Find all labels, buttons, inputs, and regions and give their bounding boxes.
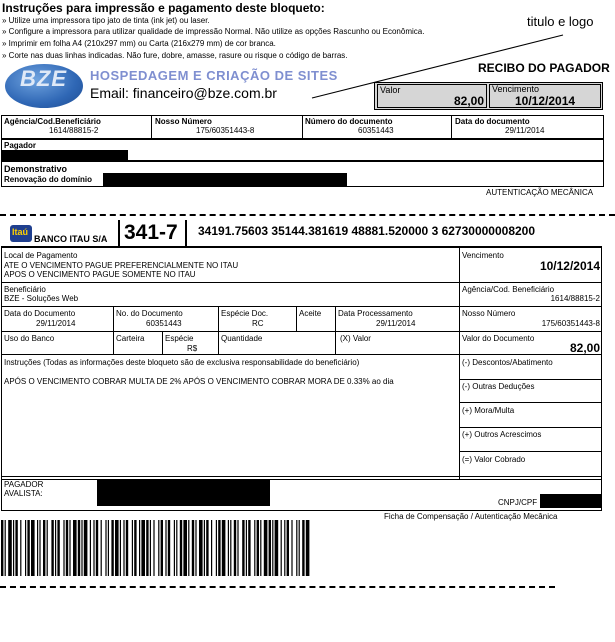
instruction-line: » Utilize uma impressora tipo jato de tinta (ink jet) ou laser. [2, 16, 210, 25]
slip-pagador-label: PAGADOR [4, 480, 44, 489]
barcode-bar [272, 520, 273, 576]
barcode-bar [204, 520, 205, 576]
no-documento-label: No. do Documento [116, 309, 183, 318]
especie-doc-value: RC [252, 319, 264, 328]
barcode-bar [84, 520, 88, 576]
barcode-bar [269, 520, 271, 576]
barcode-bar [216, 520, 217, 576]
barcode-bar [299, 520, 300, 576]
barcode-bar [188, 520, 189, 576]
barcode-bar [296, 520, 297, 576]
valor-value: 82,00 [453, 94, 484, 108]
barcode-bar [139, 520, 140, 576]
barcode-bar [287, 520, 289, 576]
barcode-bar [275, 520, 279, 576]
logo-subtitle: HOSPEDAGEM E CRIAÇÃO DE SITES [90, 68, 338, 83]
x-valor-label: (X) Valor [340, 334, 371, 343]
slip-nosso-numero-label: Nosso Número [462, 309, 516, 318]
cnpj-label: CNPJ/CPF [498, 498, 538, 507]
cut-line [0, 214, 615, 216]
bank-code: 341-7 [124, 221, 178, 244]
barcode-bar [237, 520, 238, 576]
barcode-bar [257, 520, 259, 576]
local-pagamento-label: Local de Pagamento [4, 251, 78, 260]
barcode-bar [222, 520, 226, 576]
barcode-bar [183, 520, 187, 576]
slip-nosso-numero-value: 175/60351443-8 [541, 319, 600, 328]
barcode-bar [57, 520, 59, 576]
demonstrativo-label: Demonstrativo [4, 164, 68, 174]
barcode-bar [165, 520, 166, 576]
barcode-bar [69, 520, 70, 576]
especie-doc-label: Espécie Doc. [221, 309, 269, 318]
barcode-bar [1, 520, 3, 576]
barcode-bar [195, 520, 196, 576]
barcode-bar [115, 520, 119, 576]
instruction-line: » Configure a impressora para utilizar qualidade de impressão Normal. Não utilize as opções Rascunho ou Econômica. [2, 27, 425, 36]
slip-data-documento-label: Data do Documento [4, 309, 76, 318]
mora-multa-label: (+) Mora/Multa [462, 406, 515, 415]
barcode-bar [132, 520, 133, 576]
barcode-bar [199, 520, 203, 576]
instrucoes-text: APÓS O VENCIMENTO COBRAR MULTA DE 2% APÓS O VENCIMENTO COBRAR MORA DE 0.33% ao dia [4, 377, 394, 386]
beneficiario-label: Beneficiário [4, 285, 46, 294]
barcode-bar [47, 520, 48, 576]
barcode-bar [15, 520, 17, 576]
quantidade-label: Quantidade [221, 334, 263, 343]
especie-value: R$ [187, 344, 198, 353]
barcode-bar [25, 520, 26, 576]
barcode-bar [111, 520, 113, 576]
avalista-label: AVALISTA: [4, 489, 43, 498]
redacted-block [540, 494, 601, 508]
agencia-label: Agência/Cod.Beneficiário [4, 117, 101, 126]
callout-annotation: titulo e logo [527, 14, 594, 29]
barcode-bar [141, 520, 145, 576]
carteira-label: Carteira [116, 334, 145, 343]
instructions-title: Instruções para impressão e pagamento deste bloqueto: [2, 1, 325, 15]
barcode-bar [230, 520, 231, 576]
slip-vencimento-label: Vencimento [462, 251, 504, 260]
barcode-bar [264, 520, 268, 576]
barcode-bar [234, 520, 236, 576]
barcode-bar [248, 520, 250, 576]
barcode-bar [37, 520, 38, 576]
barcode-bar [81, 520, 82, 576]
numero-documento-label: Número do documento [305, 117, 393, 126]
nosso-numero-label: Nosso Número [155, 117, 212, 126]
barcode-bar [13, 520, 14, 576]
barcode-bar [66, 520, 68, 576]
barcode-bar [150, 520, 151, 576]
logo-email: Email: financeiro@bze.com.br [90, 85, 277, 101]
local-pagamento-line-1: ATE O VENCIMENTO PAGUE PREFERENCIALMENTE NO ITAU [4, 261, 239, 270]
valor-cobrado-label: (=) Valor Cobrado [462, 455, 526, 464]
slip-agencia-value: 1614/88815-2 [550, 294, 600, 303]
vencimento-value: 10/12/2014 [515, 94, 576, 108]
pagador-label: Pagador [4, 141, 37, 150]
barcode-bar [281, 520, 282, 576]
uso-banco-label: Uso do Banco [4, 334, 55, 343]
barcode-bar [284, 520, 285, 576]
barcode-bar [73, 520, 77, 576]
barcode-bar [39, 520, 40, 576]
data-processamento-label: Data Processamento [338, 309, 413, 318]
barcode-bar [5, 520, 6, 576]
barcode-bar [51, 520, 53, 576]
beneficiario-value: BZE - Soluções Web [4, 294, 79, 303]
barcode-bar [218, 520, 220, 576]
barcode-bar [302, 520, 304, 576]
barcode-bar [78, 520, 80, 576]
ficha-compensacao: Ficha de Compensação / Autenticação Mecânica [384, 512, 558, 521]
barcode-bar [105, 520, 106, 576]
bottom-cut-line [0, 586, 555, 588]
valor-documento-label: Valor do Documento [462, 334, 535, 343]
valor-label: Valor [380, 85, 401, 95]
itau-logo-text: Itaú [12, 227, 29, 237]
numero-documento-value: 60351443 [358, 126, 394, 135]
barcode-bar [211, 520, 212, 576]
no-documento-value: 60351443 [146, 319, 182, 328]
redacted-block [2, 150, 128, 160]
barcode-bar [146, 520, 148, 576]
data-documento-label: Data do documento [455, 117, 530, 126]
barcode-bar [90, 520, 91, 576]
descontos-label: (-) Descontos/Abatimento [462, 358, 553, 367]
barcode-bar [254, 520, 255, 576]
barcode-bar [168, 520, 170, 576]
vencimento-label: Vencimento [492, 84, 540, 94]
barcode-bar [101, 520, 102, 576]
logo-mark: BZE [20, 66, 67, 91]
slip-vencimento-value: 10/12/2014 [539, 259, 600, 273]
data-processamento-value: 29/11/2014 [376, 319, 416, 328]
outras-deducoes-label: (-) Outras Deduções [462, 382, 535, 391]
barcode-bar [260, 520, 261, 576]
barcode-bar [108, 520, 109, 576]
aceite-label: Aceite [299, 309, 322, 318]
barcode [1, 520, 311, 576]
barcode-bar [55, 520, 56, 576]
data-documento-value: 29/11/2014 [505, 126, 545, 135]
instruction-line: » Imprimir em folha A4 (210x297 mm) ou Carta (216x279 mm) de cor branca. [2, 39, 276, 48]
barcode-bar [306, 520, 310, 576]
barcode-bar [158, 520, 159, 576]
bank-name: BANCO ITAU S/A [34, 234, 108, 244]
barcode-bar [153, 520, 154, 576]
barcode-bar [180, 520, 182, 576]
autenticacao-mecanica: AUTENTICAÇÃO MECÂNICA [486, 188, 594, 197]
nosso-numero-value: 175/60351443-8 [196, 126, 255, 135]
linha-digitavel: 34191.75603 35144.381619 48881.520000 3 62730000008200 [198, 224, 536, 238]
local-pagamento-line-2: APOS O VENCIMENTO PAGUE SOMENTE NO ITAU [4, 270, 196, 279]
valor-documento-value: 82,00 [569, 341, 600, 355]
barcode-bar [63, 520, 64, 576]
barcode-bar [93, 520, 94, 576]
barcode-bar [242, 520, 244, 576]
barcode-bar [228, 520, 229, 576]
barcode-bar [31, 520, 35, 576]
barcode-bar [176, 520, 177, 576]
barcode-bar [126, 520, 128, 576]
barcode-bar [20, 520, 21, 576]
barcode-bar [291, 520, 292, 576]
barcode-bar [134, 520, 136, 576]
barcode-bar [246, 520, 247, 576]
barcode-bar [192, 520, 194, 576]
slip-agencia-label: Agência/Cod. Beneficiário [462, 285, 555, 294]
especie-label: Espécie [165, 334, 194, 343]
instruction-line: » Corte nas duas linhas indicadas. Não fure, dobre, amasse, rasure ou risque o código de barras. [2, 51, 348, 60]
barcode-bar [43, 520, 45, 576]
barcode-bar [161, 520, 163, 576]
barcode-bar [27, 520, 29, 576]
receipt-title: RECIBO DO PAGADOR [478, 61, 610, 75]
barcode-bar [123, 520, 124, 576]
instrucoes-label: Instruções (Todas as informações deste bloqueto são de exclusiva responsabilidade do beneficiário) [4, 358, 360, 367]
barcode-bar [174, 520, 175, 576]
redacted-block [103, 173, 347, 186]
barcode-bar [96, 520, 98, 576]
slip-data-documento-value: 29/11/2014 [36, 319, 76, 328]
barcode-bar [120, 520, 121, 576]
renovacao-label: Renovação do domínio [4, 175, 93, 184]
barcode-bar [206, 520, 208, 576]
redacted-block [97, 479, 270, 506]
outros-acrescimos-label: (+) Outros Acrescimos [462, 430, 542, 439]
barcode-bar [8, 520, 12, 576]
agencia-value: 1614/88815-2 [49, 126, 99, 135]
